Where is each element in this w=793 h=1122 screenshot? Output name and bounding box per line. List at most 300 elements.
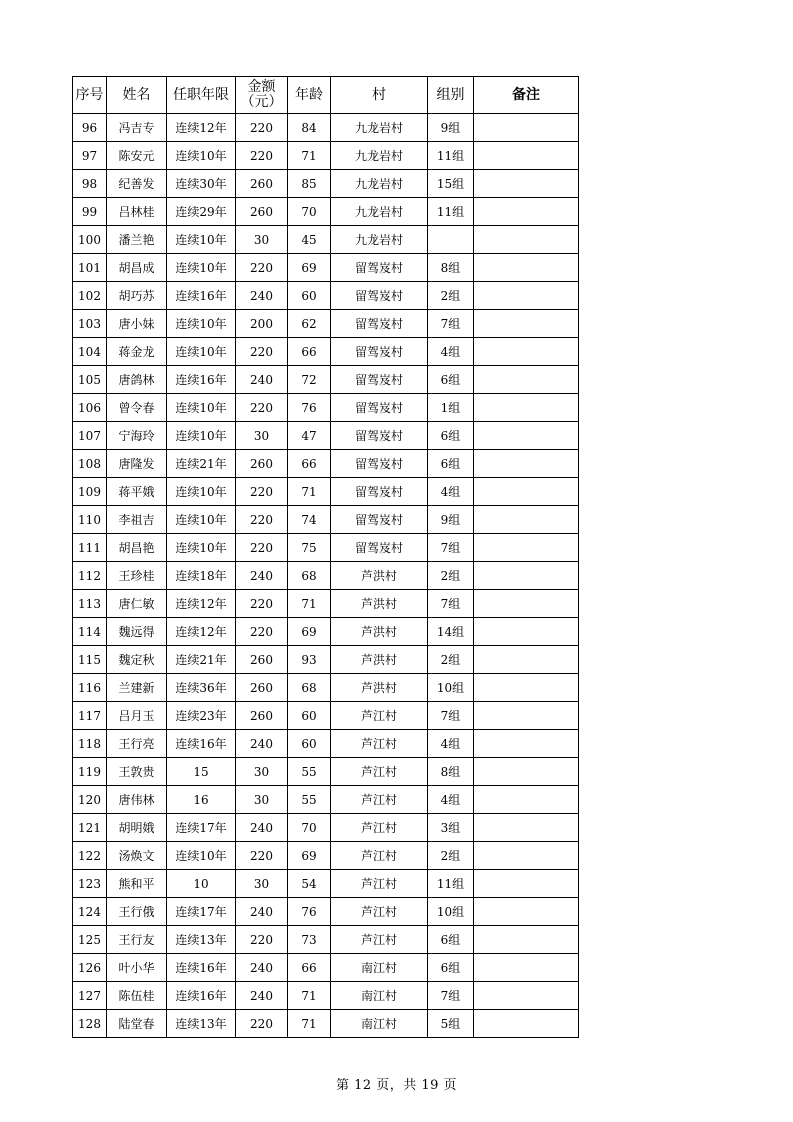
cell-note [474, 758, 579, 786]
cell-amount: 240 [236, 982, 288, 1010]
cell-tenure: 连续17年 [167, 898, 236, 926]
table-row [73, 394, 579, 422]
cell-village: 芦洪村 [331, 562, 428, 590]
cell-amount: 240 [236, 898, 288, 926]
table-row [73, 114, 579, 142]
cell-note [474, 450, 579, 478]
cell-tenure: 连续10年 [167, 142, 236, 170]
cell-tenure: 连续10年 [167, 478, 236, 506]
cell-name: 王敦贵 [107, 758, 167, 786]
cell-village: 南江村 [331, 954, 428, 982]
cell-amount: 30 [236, 226, 288, 254]
cell-age: 45 [288, 226, 331, 254]
cell-seq: 108 [73, 450, 107, 478]
cell-age: 62 [288, 310, 331, 338]
cell-village: 芦江村 [331, 758, 428, 786]
cell-village: 留驾岌村 [331, 254, 428, 282]
cell-amount: 220 [236, 114, 288, 142]
cell-village: 留驾岌村 [331, 450, 428, 478]
cell-village: 留驾岌村 [331, 534, 428, 562]
cell-name: 蒋平娥 [107, 478, 167, 506]
cell-note [474, 730, 579, 758]
cell-group: 5组 [428, 1010, 474, 1038]
cell-seq: 103 [73, 310, 107, 338]
table-row [73, 282, 579, 310]
cell-age: 69 [288, 254, 331, 282]
cell-group: 11组 [428, 142, 474, 170]
cell-amount: 220 [236, 394, 288, 422]
cell-tenure: 连续17年 [167, 814, 236, 842]
table-row [73, 478, 579, 506]
cell-name: 蒋金龙 [107, 338, 167, 366]
cell-seq: 105 [73, 366, 107, 394]
cell-note [474, 170, 579, 198]
table-row [73, 310, 579, 338]
cell-seq: 111 [73, 534, 107, 562]
cell-tenure: 连续10年 [167, 310, 236, 338]
cell-group: 6组 [428, 926, 474, 954]
cell-note [474, 310, 579, 338]
cell-note [474, 702, 579, 730]
cell-seq: 100 [73, 226, 107, 254]
cell-amount: 260 [236, 170, 288, 198]
table-row [73, 254, 579, 282]
cell-name: 唐仁敏 [107, 590, 167, 618]
cell-amount: 30 [236, 422, 288, 450]
cell-amount: 220 [236, 534, 288, 562]
cell-name: 胡昌成 [107, 254, 167, 282]
cell-name: 熊和平 [107, 870, 167, 898]
cell-tenure: 连续23年 [167, 702, 236, 730]
cell-amount: 220 [236, 478, 288, 506]
cell-village: 芦江村 [331, 842, 428, 870]
cell-seq: 116 [73, 674, 107, 702]
table-row [73, 1010, 579, 1038]
cell-name: 李祖吉 [107, 506, 167, 534]
cell-amount: 220 [236, 618, 288, 646]
cell-amount: 240 [236, 954, 288, 982]
cell-note [474, 786, 579, 814]
cell-name: 吕月玉 [107, 702, 167, 730]
cell-group: 8组 [428, 254, 474, 282]
table-row [73, 366, 579, 394]
cell-group [428, 226, 474, 254]
cell-seq: 120 [73, 786, 107, 814]
cell-amount: 220 [236, 590, 288, 618]
cell-note [474, 142, 579, 170]
cell-age: 76 [288, 394, 331, 422]
cell-note [474, 226, 579, 254]
cell-age: 73 [288, 926, 331, 954]
cell-name: 胡昌艳 [107, 534, 167, 562]
cell-village: 九龙岩村 [331, 142, 428, 170]
table-row [73, 926, 579, 954]
cell-note [474, 814, 579, 842]
cell-tenure: 连续10年 [167, 422, 236, 450]
cell-group: 2组 [428, 646, 474, 674]
cell-group: 2组 [428, 282, 474, 310]
cell-note [474, 590, 579, 618]
cell-village: 芦洪村 [331, 646, 428, 674]
cell-name: 唐小妹 [107, 310, 167, 338]
table-row [73, 506, 579, 534]
cell-age: 55 [288, 786, 331, 814]
cell-name: 宁海玲 [107, 422, 167, 450]
cell-name: 王行亮 [107, 730, 167, 758]
cell-tenure: 连续10年 [167, 842, 236, 870]
cell-seq: 128 [73, 1010, 107, 1038]
table-row [73, 758, 579, 786]
cell-age: 74 [288, 506, 331, 534]
cell-seq: 113 [73, 590, 107, 618]
cell-village: 九龙岩村 [331, 170, 428, 198]
table-row [73, 170, 579, 198]
cell-village: 九龙岩村 [331, 226, 428, 254]
cell-tenure: 连续10年 [167, 254, 236, 282]
cell-name: 冯吉专 [107, 114, 167, 142]
cell-group: 1组 [428, 394, 474, 422]
cell-tenure: 连续12年 [167, 590, 236, 618]
cell-group: 4组 [428, 730, 474, 758]
cell-village: 芦洪村 [331, 590, 428, 618]
cell-seq: 106 [73, 394, 107, 422]
header-amount [236, 77, 288, 114]
cell-name: 王行俄 [107, 898, 167, 926]
cell-amount: 200 [236, 310, 288, 338]
header-note: 备注 [474, 77, 579, 114]
table-row [73, 870, 579, 898]
cell-age: 66 [288, 954, 331, 982]
cell-tenure: 连续16年 [167, 954, 236, 982]
cell-seq: 126 [73, 954, 107, 982]
cell-note [474, 394, 579, 422]
cell-name: 陈伍桂 [107, 982, 167, 1010]
cell-group: 9组 [428, 114, 474, 142]
cell-note [474, 366, 579, 394]
cell-note [474, 506, 579, 534]
cell-seq: 119 [73, 758, 107, 786]
cell-age: 70 [288, 814, 331, 842]
cell-village: 留驾岌村 [331, 506, 428, 534]
cell-village: 九龙岩村 [331, 198, 428, 226]
header-village: 村 [331, 77, 428, 114]
cell-tenure: 连续16年 [167, 730, 236, 758]
table-row [73, 814, 579, 842]
cell-note [474, 926, 579, 954]
cell-group: 15组 [428, 170, 474, 198]
cell-age: 60 [288, 282, 331, 310]
cell-amount: 240 [236, 730, 288, 758]
cell-group: 11组 [428, 870, 474, 898]
cell-name: 曾令春 [107, 394, 167, 422]
header-name: 姓名 [107, 77, 167, 114]
cell-age: 76 [288, 898, 331, 926]
cell-village: 芦洪村 [331, 674, 428, 702]
cell-age: 72 [288, 366, 331, 394]
cell-note [474, 954, 579, 982]
cell-age: 66 [288, 450, 331, 478]
cell-note [474, 422, 579, 450]
cell-village: 芦江村 [331, 898, 428, 926]
cell-tenure: 连续10年 [167, 338, 236, 366]
cell-group: 8组 [428, 758, 474, 786]
table-row [73, 954, 579, 982]
cell-group: 7组 [428, 310, 474, 338]
header-group: 组别 [428, 77, 474, 114]
cell-age: 71 [288, 142, 331, 170]
page-footer: 第 12 页，共 19 页 [335, 1078, 458, 1093]
cell-group: 3组 [428, 814, 474, 842]
table-row [73, 674, 579, 702]
cell-seq: 101 [73, 254, 107, 282]
cell-name: 陈安元 [107, 142, 167, 170]
cell-age: 68 [288, 674, 331, 702]
table-row [73, 898, 579, 926]
table-row [73, 590, 579, 618]
cell-name: 汤焕文 [107, 842, 167, 870]
cell-tenure: 连续21年 [167, 450, 236, 478]
cell-name: 魏远得 [107, 618, 167, 646]
cell-group: 6组 [428, 366, 474, 394]
cell-amount: 240 [236, 562, 288, 590]
cell-age: 70 [288, 198, 331, 226]
table-row [73, 562, 579, 590]
cell-seq: 99 [73, 198, 107, 226]
table-row [73, 702, 579, 730]
cell-village: 芦江村 [331, 702, 428, 730]
cell-name: 吕林桂 [107, 198, 167, 226]
cell-age: 66 [288, 338, 331, 366]
cell-age: 71 [288, 982, 331, 1010]
cell-age: 47 [288, 422, 331, 450]
cell-seq: 98 [73, 170, 107, 198]
cell-seq: 104 [73, 338, 107, 366]
cell-amount: 220 [236, 926, 288, 954]
cell-tenure: 16 [167, 786, 236, 814]
cell-age: 71 [288, 1010, 331, 1038]
cell-group: 4组 [428, 478, 474, 506]
cell-tenure: 连续10年 [167, 226, 236, 254]
cell-village: 芦洪村 [331, 618, 428, 646]
cell-note [474, 982, 579, 1010]
cell-seq: 127 [73, 982, 107, 1010]
cell-note [474, 478, 579, 506]
cell-name: 叶小华 [107, 954, 167, 982]
cell-amount: 220 [236, 254, 288, 282]
cell-group: 4组 [428, 338, 474, 366]
cell-age: 71 [288, 478, 331, 506]
cell-age: 85 [288, 170, 331, 198]
cell-amount: 260 [236, 646, 288, 674]
cell-age: 69 [288, 618, 331, 646]
table-row [73, 198, 579, 226]
header-tenure: 任职年限 [167, 77, 236, 114]
table-row [73, 226, 579, 254]
cell-amount: 220 [236, 1010, 288, 1038]
table-row [73, 842, 579, 870]
table-row [73, 422, 579, 450]
cell-village: 留驾岌村 [331, 394, 428, 422]
table-row [73, 730, 579, 758]
cell-seq: 115 [73, 646, 107, 674]
cell-village: 芦江村 [331, 786, 428, 814]
cell-tenure: 连续13年 [167, 1010, 236, 1038]
cell-seq: 123 [73, 870, 107, 898]
cell-seq: 110 [73, 506, 107, 534]
cell-group: 10组 [428, 674, 474, 702]
cell-note [474, 254, 579, 282]
cell-tenure: 连续36年 [167, 674, 236, 702]
cell-name: 纪善发 [107, 170, 167, 198]
cell-age: 54 [288, 870, 331, 898]
cell-group: 7组 [428, 590, 474, 618]
cell-note [474, 338, 579, 366]
cell-note [474, 842, 579, 870]
cell-name: 唐伟林 [107, 786, 167, 814]
cell-tenure: 连续10年 [167, 506, 236, 534]
cell-amount: 220 [236, 506, 288, 534]
cell-seq: 121 [73, 814, 107, 842]
cell-note [474, 870, 579, 898]
cell-village: 芦江村 [331, 926, 428, 954]
cell-amount: 30 [236, 758, 288, 786]
cell-note [474, 1010, 579, 1038]
cell-note [474, 198, 579, 226]
cell-amount: 30 [236, 870, 288, 898]
cell-age: 93 [288, 646, 331, 674]
cell-tenure: 连续29年 [167, 198, 236, 226]
cell-seq: 125 [73, 926, 107, 954]
cell-tenure: 连续21年 [167, 646, 236, 674]
cell-note [474, 562, 579, 590]
cell-village: 芦江村 [331, 730, 428, 758]
table-row [73, 982, 579, 1010]
cell-village: 留驾岌村 [331, 338, 428, 366]
cell-age: 69 [288, 842, 331, 870]
cell-age: 60 [288, 702, 331, 730]
header-amount-line2: （元） [240, 94, 283, 110]
cell-tenure: 连续12年 [167, 114, 236, 142]
cell-tenure: 连续10年 [167, 394, 236, 422]
cell-tenure: 15 [167, 758, 236, 786]
cell-tenure: 连续30年 [167, 170, 236, 198]
header-amount-line1: 金额 [247, 79, 276, 95]
cell-age: 84 [288, 114, 331, 142]
cell-amount: 260 [236, 702, 288, 730]
cell-name: 兰建新 [107, 674, 167, 702]
cell-note [474, 534, 579, 562]
header-age: 年龄 [288, 77, 331, 114]
cell-group: 2组 [428, 562, 474, 590]
cell-tenure: 连续13年 [167, 926, 236, 954]
cell-seq: 97 [73, 142, 107, 170]
table-row [73, 786, 579, 814]
table-row [73, 618, 579, 646]
cell-name: 胡巧苏 [107, 282, 167, 310]
cell-seq: 118 [73, 730, 107, 758]
cell-group: 4组 [428, 786, 474, 814]
table-row [73, 450, 579, 478]
cell-note [474, 618, 579, 646]
cell-seq: 109 [73, 478, 107, 506]
cell-age: 55 [288, 758, 331, 786]
cell-amount: 260 [236, 198, 288, 226]
cell-tenure: 10 [167, 870, 236, 898]
cell-note [474, 114, 579, 142]
cell-group: 2组 [428, 842, 474, 870]
cell-name: 魏定秋 [107, 646, 167, 674]
cell-village: 九龙岩村 [331, 114, 428, 142]
cell-age: 60 [288, 730, 331, 758]
cell-age: 75 [288, 534, 331, 562]
cell-amount: 240 [236, 366, 288, 394]
header-seq: 序号 [73, 77, 107, 114]
cell-seq: 124 [73, 898, 107, 926]
cell-note [474, 646, 579, 674]
cell-village: 南江村 [331, 1010, 428, 1038]
cell-group: 6组 [428, 450, 474, 478]
cell-seq: 112 [73, 562, 107, 590]
cell-group: 7组 [428, 534, 474, 562]
cell-amount: 220 [236, 338, 288, 366]
table-row [73, 338, 579, 366]
cell-amount: 260 [236, 450, 288, 478]
cell-tenure: 连续16年 [167, 282, 236, 310]
cell-village: 留驾岌村 [331, 478, 428, 506]
cell-seq: 114 [73, 618, 107, 646]
cell-age: 71 [288, 590, 331, 618]
cell-group: 10组 [428, 898, 474, 926]
header-row [73, 77, 579, 114]
cell-note [474, 282, 579, 310]
cell-village: 留驾岌村 [331, 310, 428, 338]
cell-group: 6组 [428, 422, 474, 450]
cell-note [474, 898, 579, 926]
roster-table [72, 76, 579, 1038]
cell-village: 留驾岌村 [331, 422, 428, 450]
cell-village: 芦江村 [331, 870, 428, 898]
table-body [73, 114, 579, 1038]
cell-amount: 220 [236, 842, 288, 870]
table-row [73, 534, 579, 562]
cell-village: 芦江村 [331, 814, 428, 842]
cell-village: 留驾岌村 [331, 282, 428, 310]
cell-amount: 240 [236, 814, 288, 842]
cell-tenure: 连续10年 [167, 534, 236, 562]
cell-group: 11组 [428, 198, 474, 226]
cell-amount: 240 [236, 282, 288, 310]
cell-group: 7组 [428, 702, 474, 730]
cell-seq: 122 [73, 842, 107, 870]
cell-name: 胡明娥 [107, 814, 167, 842]
cell-name: 王珍桂 [107, 562, 167, 590]
cell-name: 潘兰艳 [107, 226, 167, 254]
cell-group: 14组 [428, 618, 474, 646]
cell-name: 唐隆发 [107, 450, 167, 478]
cell-amount: 30 [236, 786, 288, 814]
cell-tenure: 连续12年 [167, 618, 236, 646]
cell-group: 7组 [428, 982, 474, 1010]
cell-name: 唐鸽林 [107, 366, 167, 394]
table-row [73, 646, 579, 674]
table-row [73, 142, 579, 170]
cell-name: 陆堂春 [107, 1010, 167, 1038]
cell-seq: 117 [73, 702, 107, 730]
cell-tenure: 连续18年 [167, 562, 236, 590]
cell-group: 6组 [428, 954, 474, 982]
cell-amount: 220 [236, 142, 288, 170]
cell-seq: 107 [73, 422, 107, 450]
